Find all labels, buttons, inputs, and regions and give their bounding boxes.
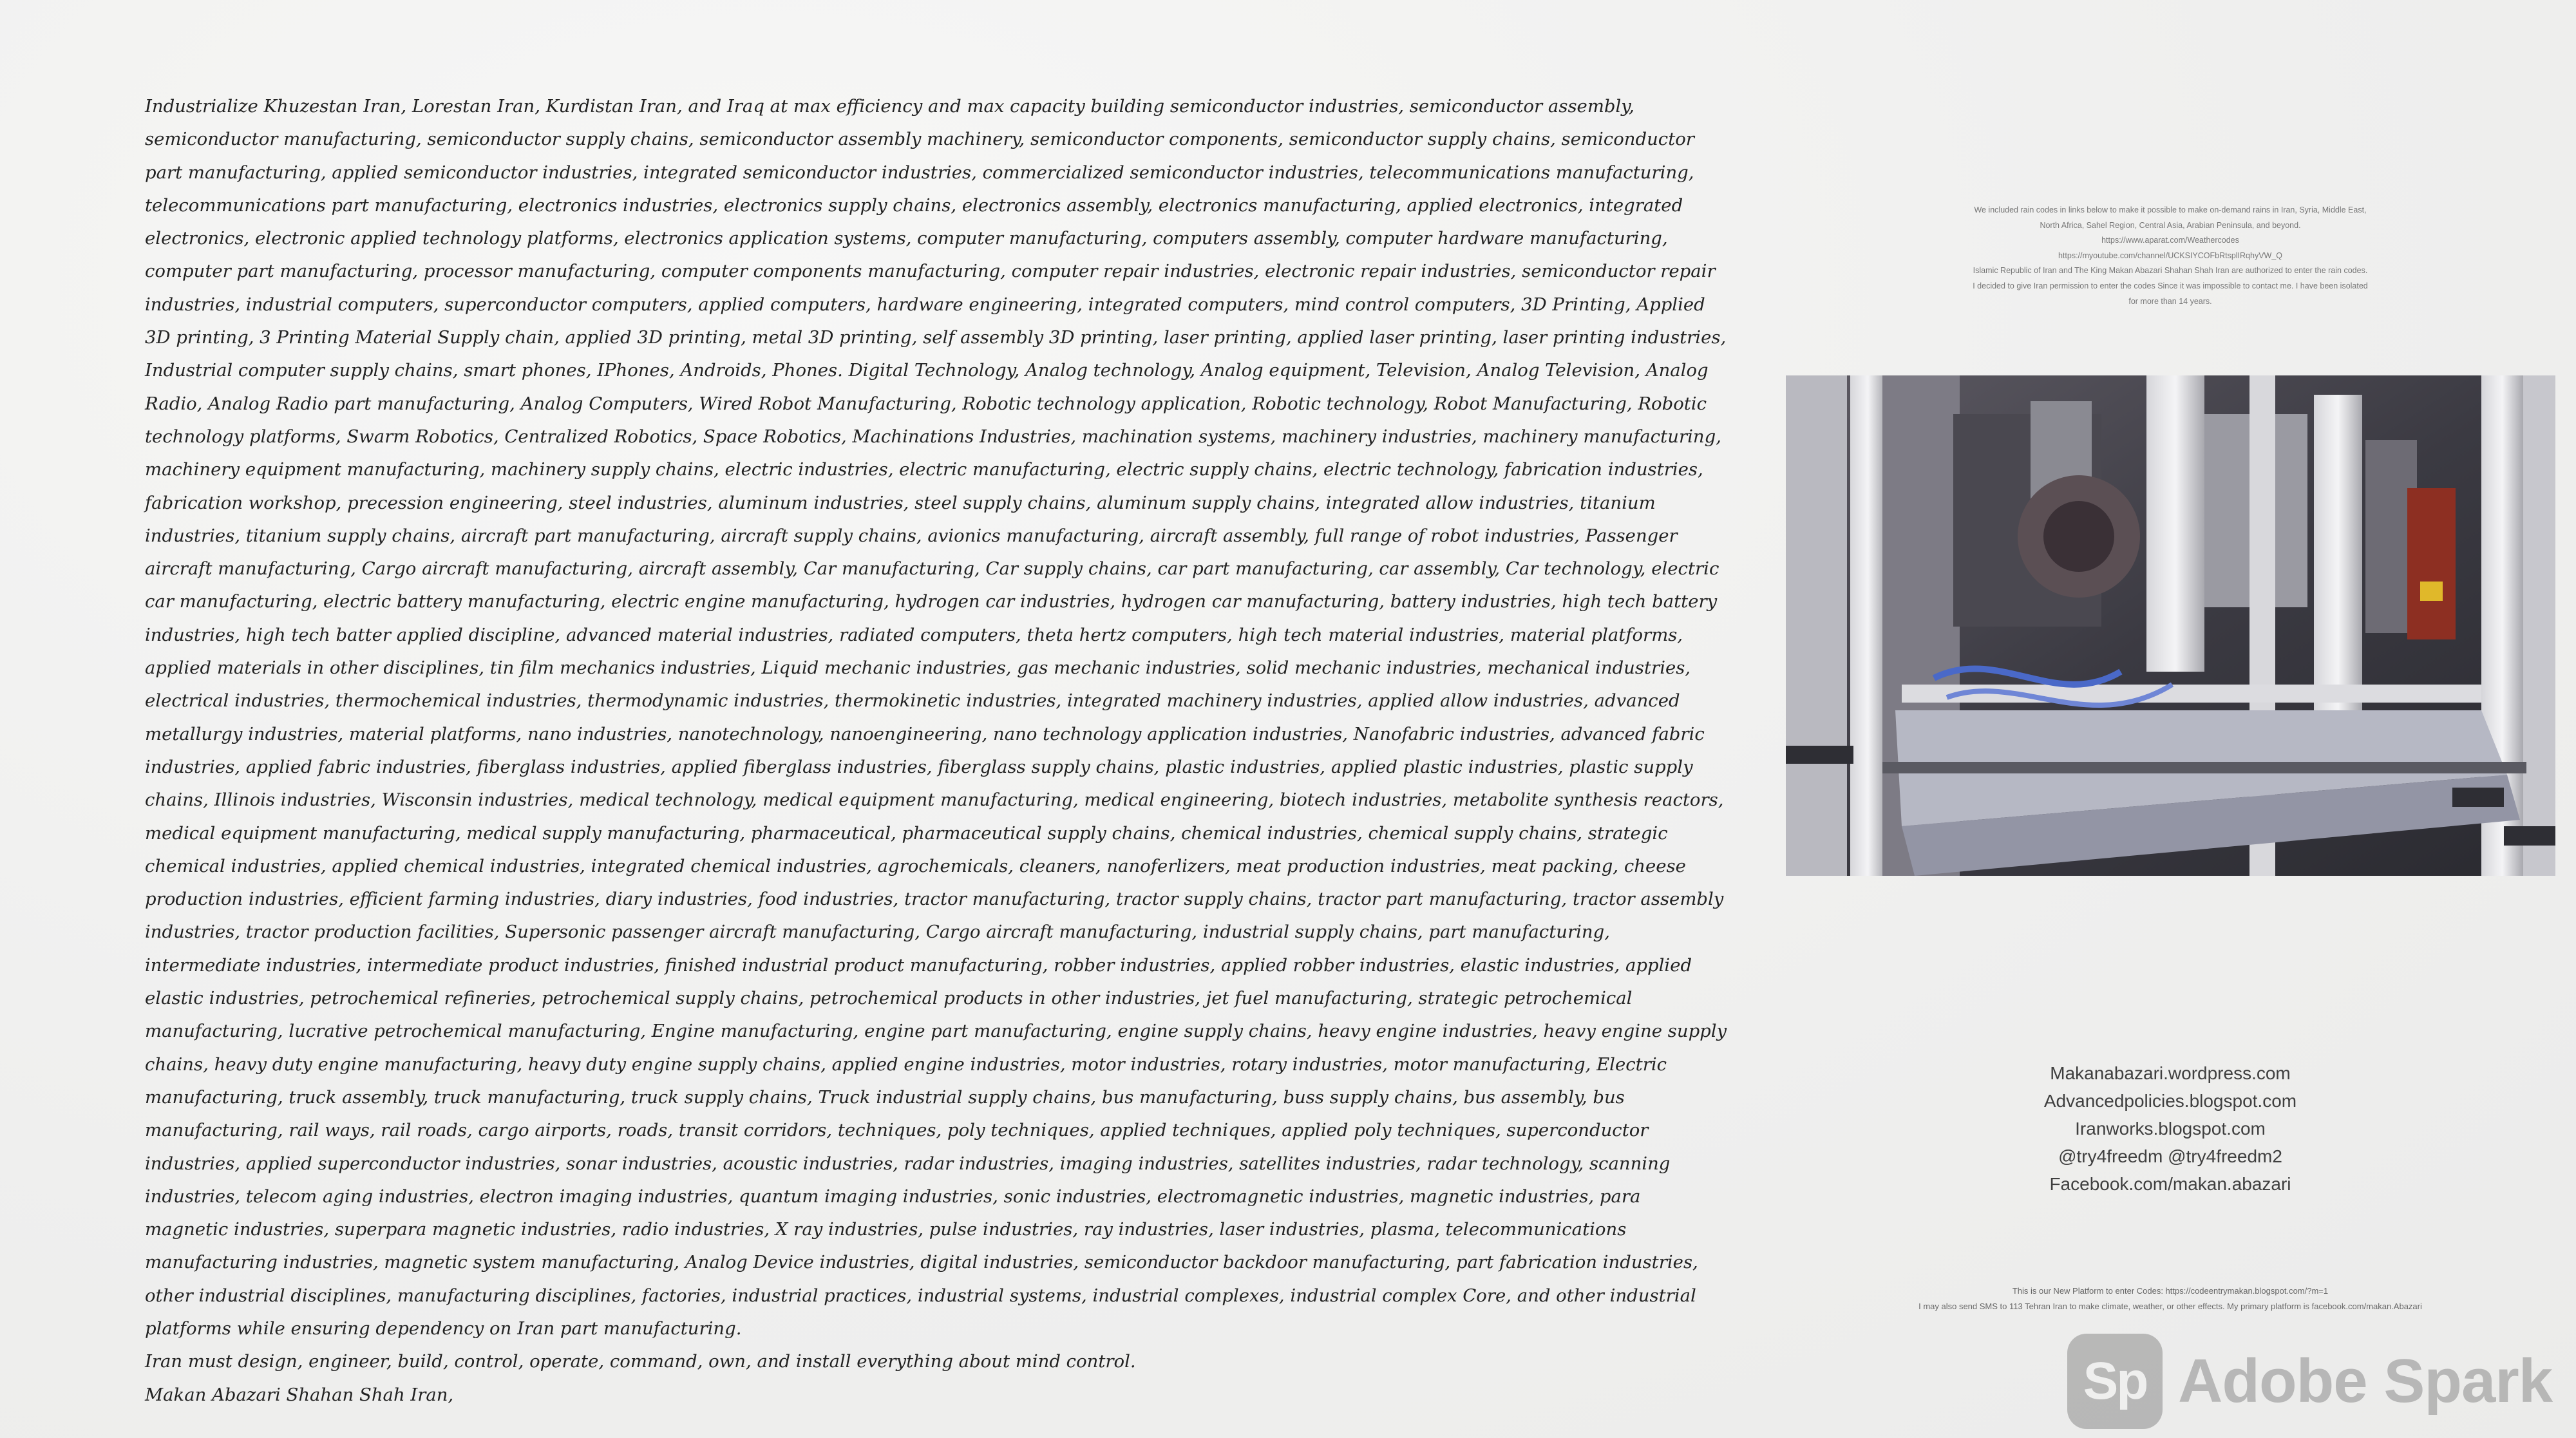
rain-note-line-1: We included rain codes in links below to make it possible to make on-demand rains in Iran, Syria, Middle East, xyxy=(1974,205,2367,214)
rain-note-line-5: Islamic Republic of Iran and The King Makan Abazari Shahan Shah Iran are authorized to enter the rain codes. xyxy=(1973,266,2368,276)
platform-note xyxy=(1816,1283,2524,1314)
adobe-spark-logo-icon: Sp xyxy=(2067,1334,2163,1429)
link-iranworks[interactable]: Iranworks.blogspot.com xyxy=(2075,1119,2266,1139)
platform-note-line-2: I may also send SMS to 113 Tehran Iran to make climate, weather, or other effects. My primary platform is facebook.com/makan.Abazari xyxy=(1918,1301,2422,1311)
rain-note-line-6: I decided to give Iran permission to enter the codes Since it was impossible to contact me. I have been isolated xyxy=(1973,281,2368,290)
main-text-block xyxy=(145,90,1729,1412)
adobe-spark-wordmark: Adobe Spark xyxy=(2178,1347,2553,1415)
rain-note-line-7: for more than 14 years. xyxy=(2128,296,2212,306)
contact-links xyxy=(1932,1059,2409,1198)
factory-robot-photo xyxy=(1786,375,2555,876)
main-paragraph: Industrialize Khuzestan Iran, Lorestan Iran, Kurdistan Iran, and Iraq at max efficiency and max capacity building semiconductor industries, semiconductor assembly, semiconductor manufacturing, semiconductor supply chains, semiconductor assembly machinery, semiconductor components, semiconductor supply chains, semiconductor part manufacturing, applied semiconductor industries, integrated semiconductor industries, commercialized semiconductor industries, telecommunications manufacturing, telecommunications part manufacturing, electronics industries, electronics supply chains, electronics assembly, electronics manufacturing, applied electronics, integrated electronics, electronic applied technology platforms, electronics application systems, computer manufacturing, computers assembly, computer hardware manufacturing, computer part manufacturing, processor manufacturing, computer components manufacturing, computer repair industries, electronic repair industries, semiconductor repair industries, industrial computers, superconductor computers, applied computers, hardware engineering, integrated computers, mind control computers, 3D Printing, Applied 3D printing, 3 Printing Material Supply chain, applied 3D printing, metal 3D printing, self assembly 3D printing, laser printing, applied laser printing, laser printing industries, Industrial computer supply chains, smart phones, IPhones, Androids, Phones. Digital Technology, Analog technology, Analog equipment, Television, Analog Television, Analog Radio, Analog Radio part manufacturing, Analog Computers, Wired Robot Manufacturing, Robotic technology application, Robotic technology, Robot Manufacturing, Robotic technology platforms, Swarm Robotics, Centralized Robotics, Space Robotics, Machinations Industries, machination systems, machinery industries, machinery manufacturing, machinery equipment manufacturing, machinery supply chains, electric industries, electric manufacturing, electric supply chains, electric technology, fabrication industries, fabrication workshop, precession engineering, steel industries, aluminum industries, steel supply chains, aluminum supply chains, integrated allow industries, titanium industries, titanium supply chains, aircraft part manufacturing, aircraft supply chains, avionics manufacturing, aircraft assembly, full range of robot industries, Passenger aircraft manufacturing, Cargo aircraft manufacturing, aircraft assembly, Car manufacturing, Car supply chains, car part manufacturing, car assembly, Car technology, electric car manufacturing, electric battery manufacturing, electric engine manufacturing, hydrogen car industries, hydrogen car manufacturing, battery industries, high tech battery industries, high tech batter applied discipline, advanced material industries, radiated computers, theta hertz computers, high tech material industries, material platforms, applied materials in other disciplines, tin film mechanics industries, Liquid mechanic industries, gas mechanic industries, solid mechanic industries, mechanical industries, electrical industries, thermochemical industries, thermodynamic industries, thermokinetic industries, integrated machinery industries, applied allow industries, advanced metallurgy industries, material platforms, nano industries, nanotechnology, nanoengineering, nano technology application industries, Nanofabric industries, advanced fabric industries, applied fabric industries, fiberglass industries, applied fiberglass industries, fiberglass supply chains, plastic industries, applied plastic industries, plastic supply chains, Illinois industries, Wisconsin industries, medical technology, medical equipment manufacturing, medical engineering, biotech industries, metabolite synthesis reactors, medical equipment manufacturing, medical supply manufacturing, pharmaceutical, pharmaceutical supply chains, chemical industries, chemical supply chains, strategic chemical industries, applied chemical industries, integrated chemical industries, agrochemicals, cleaners, nanoferlizers, meat production industries, meat packing, cheese production industries, efficient farming industries, diary industries, food industries, tractor manufacturing, tractor supply chains, tractor part manufacturing, tractor assembly industries, tractor production facilities, Supersonic passenger aircraft manufacturing, Cargo aircraft manufacturing, industrial supply chains, part manufacturing, intermediate industries, intermediate product industries, finished industrial product manufacturing, robber industries, applied robber industries, elastic industries, applied elastic industries, petrochemical refineries, petrochemical supply chains, petrochemical products in other industries, jet fuel manufacturing, strategic petrochemical manufacturing, lucrative petrochemical manufacturing, Engine manufacturing, engine part manufacturing, engine supply chains, heavy engine industries, heavy engine supply chains, heavy duty engine manufacturing, heavy duty engine supply chains, applied engine industries, motor industries, rotary industries, motor manufacturing, Electric manufacturing, truck assembly, truck manufacturing, truck supply chains, Truck industrial supply chains, bus manufacturing, buss supply chains, bus assembly, bus manufacturing, rail ways, rail roads, cargo airports, roads, transit corridors, techniques, poly techniques, applied techniques, applied poly techniques, superconductor industries, applied superconductor industries, sonar industries, acoustic industries, radar industries, imaging industries, satellites industries, radar technology, scanning industries, telecom aging industries, electron imaging industries, quantum imaging industries, sonic industries, electromagnetic industries, magnetic industries, para magnetic industries, superpara magnetic industries, radio industries, X ray industries, pulse industries, ray industries, laser industries, plasma, telecommunications manufacturing industries, magnetic system manufacturing, Analog Device industries, digital industries, semiconductor backdoor manufacturing, part fabrication industries, other industrial disciplines, manufacturing disciplines, factories, industrial practices, industrial systems, industrial complexes, industrial complex Core, and other industrial platforms while ensuring dependency on Iran part manufacturing. xyxy=(145,96,1727,1339)
rain-note-link-aparat[interactable]: https://www.aparat.com/Weathercodes xyxy=(2101,236,2239,245)
rain-codes-note xyxy=(1932,203,2409,309)
link-advancedpolicies[interactable]: Advancedpolicies.blogspot.com xyxy=(2043,1091,2297,1111)
rain-note-line-2: North Africa, Sahel Region, Central Asia, Arabian Peninsula, and beyond. xyxy=(2040,220,2301,230)
rain-note-link-youtube[interactable]: https://myoutube.com/channel/UCKSIYCOFbRtsplIRqhyVW_Q xyxy=(2058,251,2283,260)
link-wordpress[interactable]: Makanabazari.wordpress.com xyxy=(2050,1063,2291,1083)
signature: Makan Abazari Shahan Shah Iran, xyxy=(145,1384,454,1405)
mind-control-line: Iran must design, engineer, build, control, operate, command, own, and install everything about mind control. xyxy=(145,1351,1136,1372)
adobe-spark-watermark xyxy=(2067,1333,2563,1430)
link-facebook[interactable]: Facebook.com/makan.abazari xyxy=(2049,1174,2291,1194)
platform-note-line-1: This is our New Platform to enter Codes: https://codeentrymakan.blogspot.com/?m=1 xyxy=(2012,1286,2329,1296)
twitter-handles[interactable]: @try4freedm @try4freedm2 xyxy=(2058,1146,2282,1166)
